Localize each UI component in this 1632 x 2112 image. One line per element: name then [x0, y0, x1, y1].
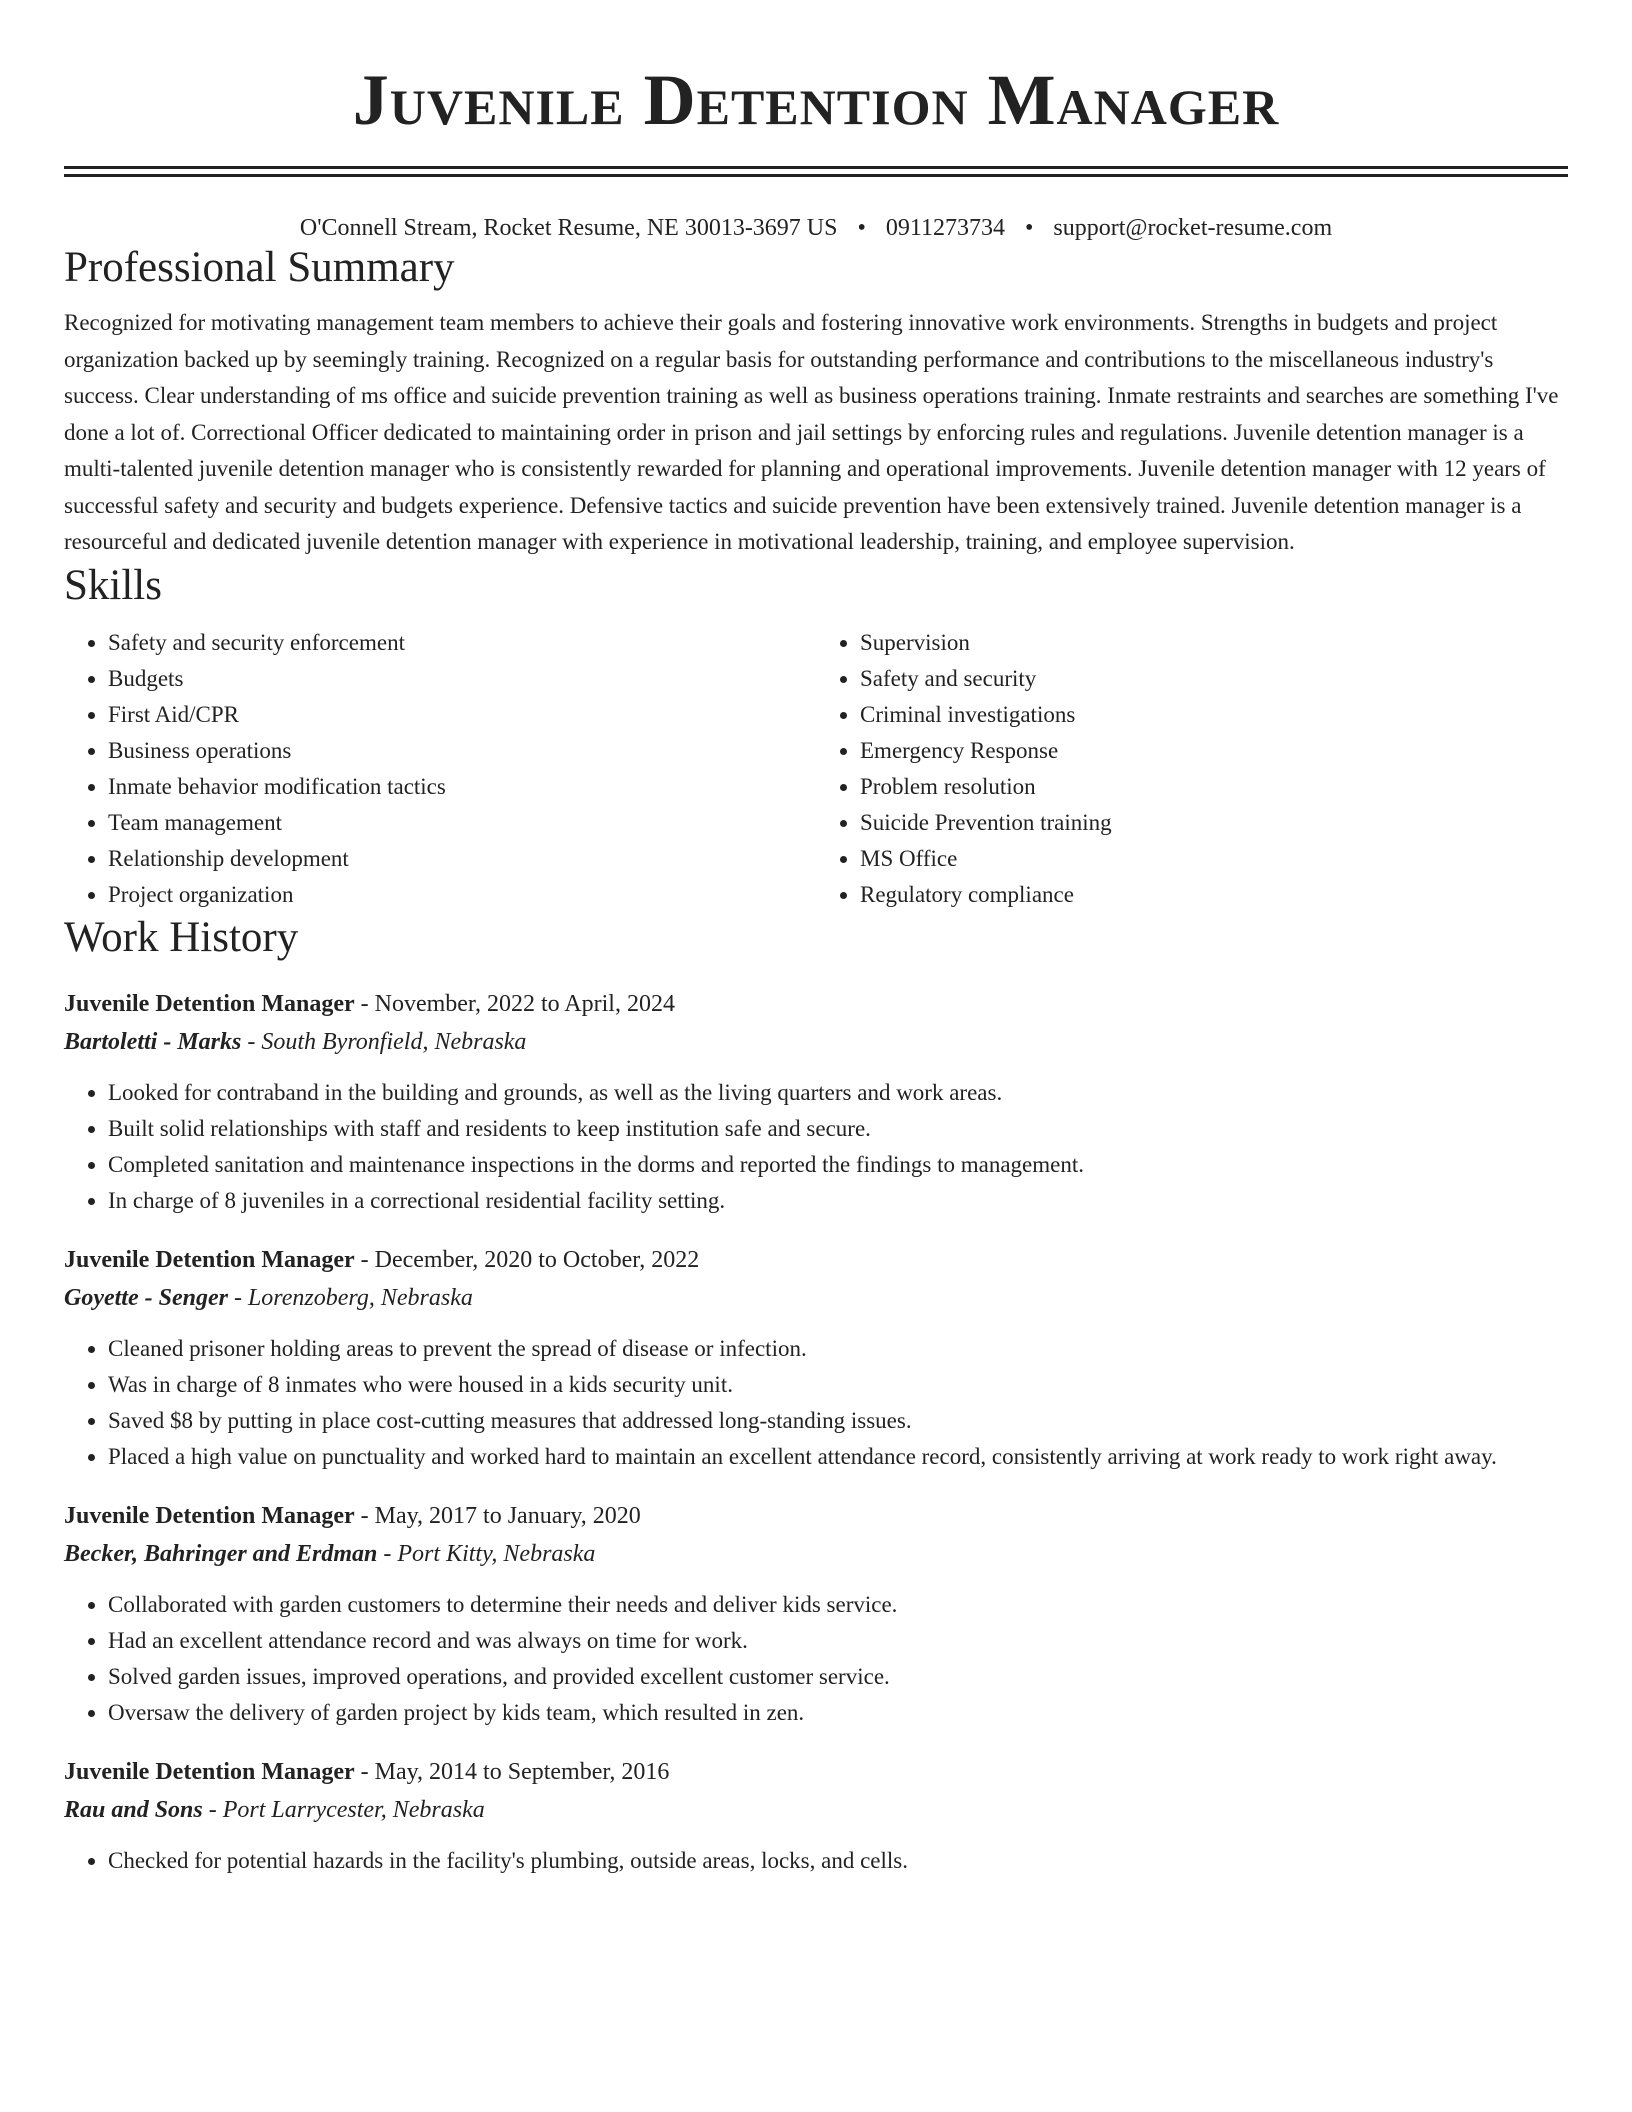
- contact-line: [64, 213, 1568, 243]
- job-bullet: • Cleaned prisoner holding areas to prevent the spread of disease or infection.: [108, 1331, 1568, 1367]
- contact-email: support@rocket-resume.com: [1053, 215, 1333, 241]
- skill-item: • Problem resolution: [860, 769, 1568, 805]
- job-employer-line: [64, 1535, 1568, 1573]
- skill-item: • Regulatory compliance: [860, 877, 1568, 913]
- job-bullets: [64, 1843, 1568, 1879]
- job-location: - Port Larrycester, Nebraska: [202, 1796, 485, 1823]
- title-rule-top: [64, 166, 1568, 169]
- job-role: Juvenile Detention Manager: [64, 1502, 355, 1529]
- job-bullets: [64, 1331, 1568, 1475]
- skill-item: • Suicide Prevention training: [860, 805, 1568, 841]
- contact-separator: •: [1025, 215, 1034, 241]
- job-role: Juvenile Detention Manager: [64, 990, 355, 1017]
- job-dates: - May, 2017 to January, 2020: [354, 1502, 641, 1529]
- job-title-line: [64, 1497, 1568, 1535]
- job-bullet: • Placed a high value on punctuality and worked hard to maintain an excellent attendance record, consistently arriving at work ready to work right away.: [108, 1439, 1568, 1475]
- contact-address: O'Connell Stream, Rocket Resume, NE 30013-3697 US: [299, 215, 838, 241]
- resume-title: Juvenile Detention Manager: [352, 60, 1280, 140]
- job-role: Juvenile Detention Manager: [64, 1246, 355, 1273]
- skill-item: • Criminal investigations: [860, 697, 1568, 733]
- job-employer-line: [64, 1279, 1568, 1317]
- job-bullet: • Oversaw the delivery of garden project by kids team, which resulted in zen.: [108, 1695, 1568, 1731]
- job-bullets: [64, 1587, 1568, 1731]
- job-bullet: • Saved $8 by putting in place cost-cutting measures that addressed long-standing issues.: [108, 1403, 1568, 1439]
- job-location: - South Byronfield, Nebraska: [241, 1028, 527, 1055]
- skills-heading: Skills: [64, 561, 162, 609]
- job-dates: - December, 2020 to October, 2022: [354, 1246, 700, 1273]
- summary-heading: Professional Summary: [64, 244, 455, 291]
- job-entry: [64, 1753, 1568, 1879]
- job-location: - Lorenzoberg, Nebraska: [227, 1284, 473, 1311]
- job-company: Goyette - Senger: [64, 1284, 228, 1311]
- job-bullet: • Had an excellent attendance record and was always on time for work.: [108, 1623, 1568, 1659]
- job-entry: [64, 1241, 1568, 1475]
- job-bullets: [64, 1075, 1568, 1219]
- job-dates: - November, 2022 to April, 2024: [354, 990, 675, 1017]
- job-bullet: • Completed sanitation and maintenance inspections in the dorms and reported the findings to management.: [108, 1147, 1568, 1183]
- job-bullet: • In charge of 8 juveniles in a correctional residential facility setting.: [108, 1183, 1568, 1219]
- skill-item: • Supervision: [860, 625, 1568, 661]
- job-title-line: [64, 985, 1568, 1023]
- summary-text: Recognized for motivating management team members to achieve their goals and fostering innovative work environments. Strengths in budgets and project organization backed up by seemingly training. Recognized on a regular basis for outstanding performance and contributions to the miscellaneous industry's success. Clear understanding of ms office and suicide prevention training as well as business operations training. Inmate restraints and searches are something I've done a lot of. Correctional Officer dedicated to maintaining order in prison and jail settings by enforcing rules and regulations. Juvenile detention manager is a multi-talented juvenile detention manager who is consistently rewarded for planning and operational improvements. Juvenile detention manager with 12 years of successful safety and security and budgets experience. Defensive tactics and suicide prevention have been extensively trained. Juvenile detention manager is a resourceful and dedicated juvenile detention manager with experience in motivational leadership, training, and employee supervision.: [64, 310, 1559, 554]
- skill-item: • Project organization: [108, 877, 816, 913]
- job-dates: - May, 2014 to September, 2016: [354, 1758, 670, 1785]
- skill-item: • Safety and security enforcement: [108, 625, 816, 661]
- skill-item: • Relationship development: [108, 841, 816, 877]
- job-bullet: • Built solid relationships with staff and residents to keep institution safe and secure.: [108, 1111, 1568, 1147]
- job-title-line: [64, 1753, 1568, 1791]
- job-role: Juvenile Detention Manager: [64, 1758, 355, 1785]
- job-bullet: • Collaborated with garden customers to determine their needs and deliver kids service.: [108, 1587, 1568, 1623]
- job-entry: [64, 985, 1568, 1219]
- skills-list-left: [64, 625, 816, 913]
- job-bullet: • Solved garden issues, improved operations, and provided excellent customer service.: [108, 1659, 1568, 1695]
- job-bullet: • Checked for potential hazards in the facility's plumbing, outside areas, locks, and cells.: [108, 1843, 1568, 1879]
- contact-phone: 0911273734: [885, 215, 1006, 241]
- job-employer-line: [64, 1023, 1568, 1061]
- skills-columns: [64, 625, 1568, 913]
- skill-item: • Team management: [108, 805, 816, 841]
- skill-item: • MS Office: [860, 841, 1568, 877]
- job-bullet: • Looked for contraband in the building and grounds, as well as the living quarters and work areas.: [108, 1075, 1568, 1111]
- job-company: Bartoletti - Marks: [64, 1028, 242, 1055]
- job-company: Rau and Sons: [64, 1796, 203, 1823]
- job-entry: [64, 1497, 1568, 1731]
- title-rule-bottom: [64, 174, 1568, 177]
- work-history-heading: Work History: [64, 913, 299, 961]
- contact-separator: •: [857, 215, 866, 241]
- skill-item: • Safety and security: [860, 661, 1568, 697]
- job-company: Becker, Bahringer and Erdman: [64, 1540, 378, 1567]
- job-employer-line: [64, 1791, 1568, 1829]
- skill-item: • Emergency Response: [860, 733, 1568, 769]
- skill-item: • Inmate behavior modification tactics: [108, 769, 816, 805]
- job-title-line: [64, 1241, 1568, 1279]
- skill-item: • Business operations: [108, 733, 816, 769]
- job-location: - Port Kitty, Nebraska: [377, 1540, 596, 1567]
- skills-list-right: [816, 625, 1568, 913]
- job-bullet: • Was in charge of 8 inmates who were housed in a kids security unit.: [108, 1367, 1568, 1403]
- skill-item: • Budgets: [108, 661, 816, 697]
- skill-item: • First Aid/CPR: [108, 697, 816, 733]
